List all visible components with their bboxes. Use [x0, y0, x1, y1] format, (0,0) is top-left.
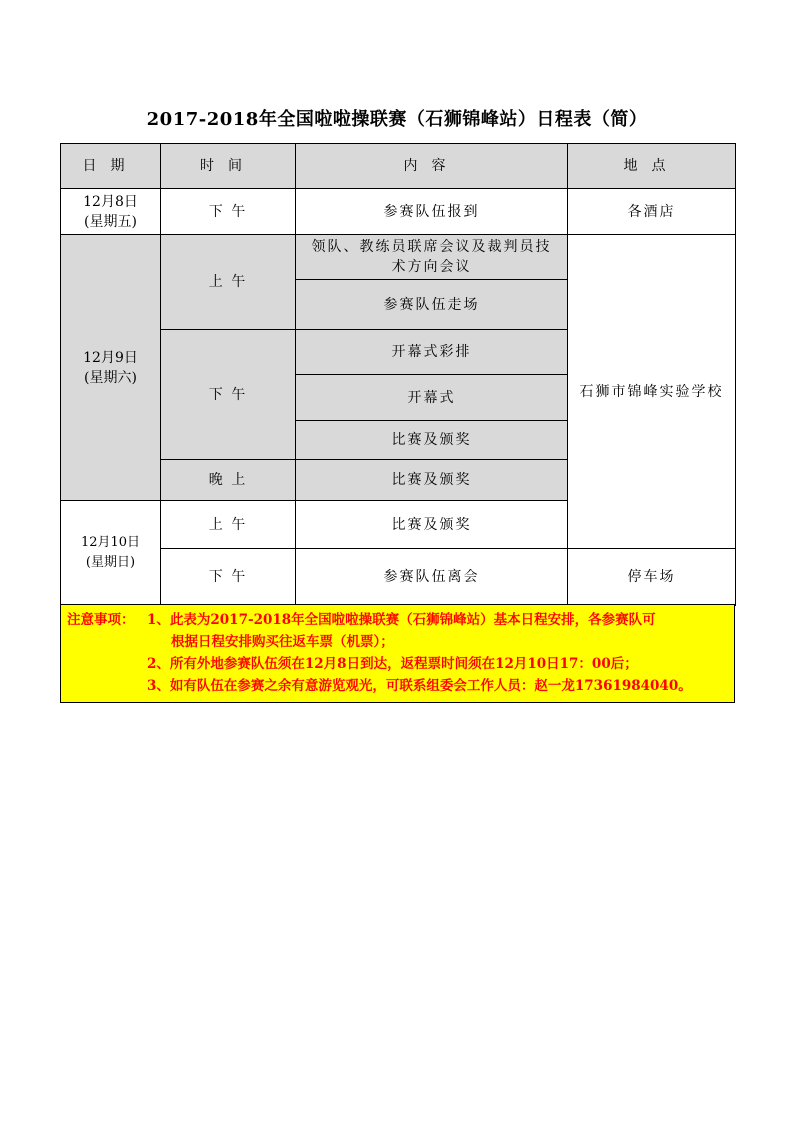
notes-line-1b: 根据日程安排购买往返车票（机票）；	[171, 634, 394, 650]
date-cell-dec9	[61, 235, 161, 501]
notes-line-1: 1、此表为2017-2018年全国啦啦操联赛（石狮锦峰站）基本日程安排，各参赛队可	[147, 612, 656, 628]
content-cell: 参赛队伍报到	[296, 189, 568, 235]
time-cell: 下 午	[161, 189, 296, 235]
content-cell: 开幕式	[296, 375, 568, 421]
content-cell: 参赛队伍离会	[296, 549, 568, 606]
place-cell: 停车场	[568, 549, 736, 606]
weekday-text: (星期五)	[84, 213, 137, 230]
schedule-table	[60, 143, 736, 606]
time-cell: 上 午	[161, 501, 296, 549]
notes-line-2: 2、所有外地参赛队伍须在12月8日到达，返程票时间须在12月10日17：00后；	[147, 656, 638, 672]
content-cell: 开幕式彩排	[296, 330, 568, 375]
header-time: 时间	[161, 144, 296, 189]
content-cell: 比赛及颁奖	[296, 421, 568, 460]
venue-cell: 石狮市锦峰实验学校	[568, 235, 736, 549]
date-text: 12月8日	[83, 193, 138, 210]
time-cell: 下 午	[161, 549, 296, 606]
content-cell: 比赛及颁奖	[296, 501, 568, 549]
weekday-text: (星期日)	[85, 555, 136, 570]
header-place: 地点	[568, 144, 736, 189]
time-cell: 上 午	[161, 235, 296, 330]
date-text: 12月10日	[80, 535, 141, 550]
date-cell-dec8	[61, 189, 161, 235]
table-row	[61, 235, 736, 280]
content-cell: 参赛队伍走场	[296, 280, 568, 330]
table-row	[61, 549, 736, 606]
notes-box	[60, 604, 735, 703]
table-row	[61, 189, 736, 235]
header-date: 日期	[61, 144, 161, 189]
date-cell-dec10	[61, 501, 161, 606]
header-content: 内容	[296, 144, 568, 189]
notes-line-3: 3、如有队伍在参赛之余有意游览观光，可联系组委会工作人员：赵一龙17361984040。	[147, 678, 692, 694]
header-row	[61, 144, 736, 189]
content-cell: 比赛及颁奖	[296, 460, 568, 501]
weekday-text: (星期六)	[84, 369, 137, 386]
time-cell: 下 午	[161, 330, 296, 460]
content-cell: 领队、教练员联席会议及裁判员技术方向会议	[296, 235, 568, 280]
time-cell: 晚 上	[161, 460, 296, 501]
place-cell: 各酒店	[568, 189, 736, 235]
date-text: 12月9日	[83, 349, 138, 366]
notes-label: 注意事项：	[67, 612, 135, 628]
page-title: 2017-2018年全国啦啦操联赛（石狮锦峰站）日程表（简）	[146, 109, 648, 130]
